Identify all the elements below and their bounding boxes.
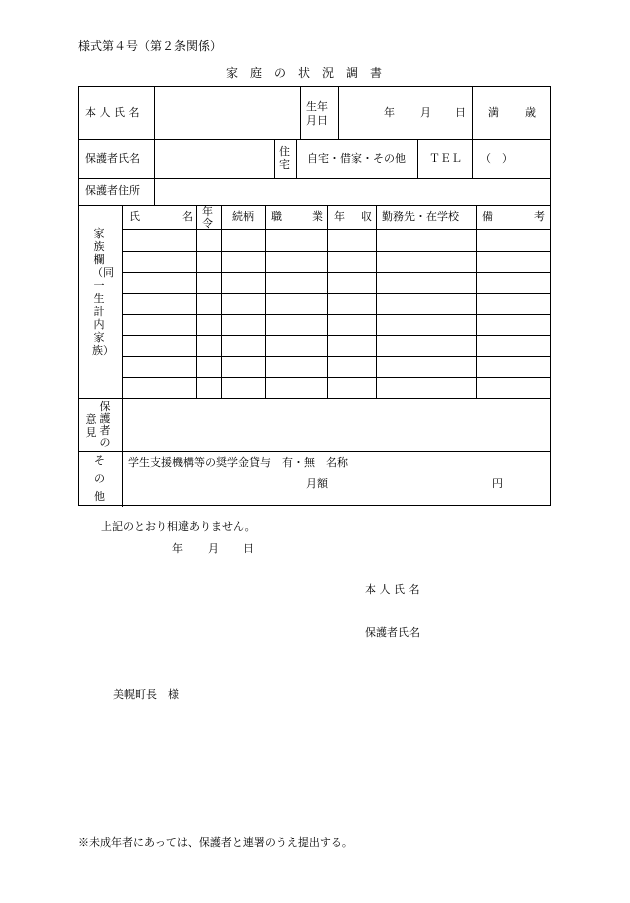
col-name-b: 名 [182, 210, 193, 223]
col-job-b: 業 [312, 210, 323, 223]
yen-unit: 円 [492, 477, 503, 490]
footnote: ※未成年者にあっては、保護者と連署のうえ提出する。 [78, 836, 353, 849]
col-remarks-b: 考 [534, 210, 545, 223]
other-label-1: そ [94, 454, 105, 467]
household-form [78, 86, 551, 506]
birth-day-unit: 日 [455, 106, 466, 119]
col-income-b: 収 [361, 210, 372, 223]
signature-guardian-label: 保護者氏名 [365, 626, 420, 639]
date-year: 年 [172, 542, 183, 555]
date-day: 日 [243, 542, 254, 555]
family-section-label: 家族欄（同一生計内家族） [92, 227, 114, 357]
birth-year-unit: 年 [384, 106, 395, 119]
birth-label-bottom: 月日 [306, 114, 328, 127]
opinion-label-col2: 保護者の [99, 400, 111, 449]
applicant-name-label: 本 人 氏 名 [85, 106, 140, 119]
col-age-top: 年 [202, 205, 213, 218]
age-suffix: 歳 [525, 106, 536, 119]
scholarship-text: 学生支援機構等の奨学金貸与 有・無 名称 [128, 456, 348, 469]
opinion-label-col1: 意見 [85, 413, 97, 439]
residence-label-bottom: 宅 [279, 158, 290, 171]
col-job-a: 職 [271, 210, 282, 223]
page-title: 家 庭 の 状 況 調 書 [226, 66, 383, 80]
guardian-address-label: 保護者住所 [85, 184, 140, 197]
other-label-2: の [94, 472, 105, 485]
guardian-name-label: 保護者氏名 [85, 152, 140, 165]
age-prefix: 満 [488, 106, 499, 119]
birth-label-top: 生年 [306, 100, 328, 113]
addressee: 美幌町長 様 [113, 688, 179, 701]
tel-parentheses: （ ） [480, 152, 513, 165]
col-workplace: 勤務先・在学校 [382, 210, 459, 223]
signature-applicant-label: 本 人 氏 名 [365, 583, 420, 596]
form-number: 様式第４号（第２条関係） [78, 39, 223, 53]
col-income-a: 年 [334, 210, 345, 223]
col-name-a: 氏 [129, 210, 140, 223]
birth-month-unit: 月 [420, 106, 431, 119]
residence-label-top: 住 [279, 145, 290, 158]
other-label-3: 他 [94, 490, 105, 503]
col-remarks-a: 備 [482, 210, 493, 223]
tel-label: ＴＥＬ [429, 152, 462, 165]
declaration-text: 上記のとおり相違ありません。 [101, 520, 256, 533]
col-age-bottom: 令 [202, 217, 213, 230]
date-month: 月 [208, 542, 219, 555]
monthly-amount-label: 月額 [306, 477, 328, 490]
residence-options: 自宅・借家・その他 [307, 152, 406, 165]
col-relation: 続柄 [232, 210, 254, 223]
